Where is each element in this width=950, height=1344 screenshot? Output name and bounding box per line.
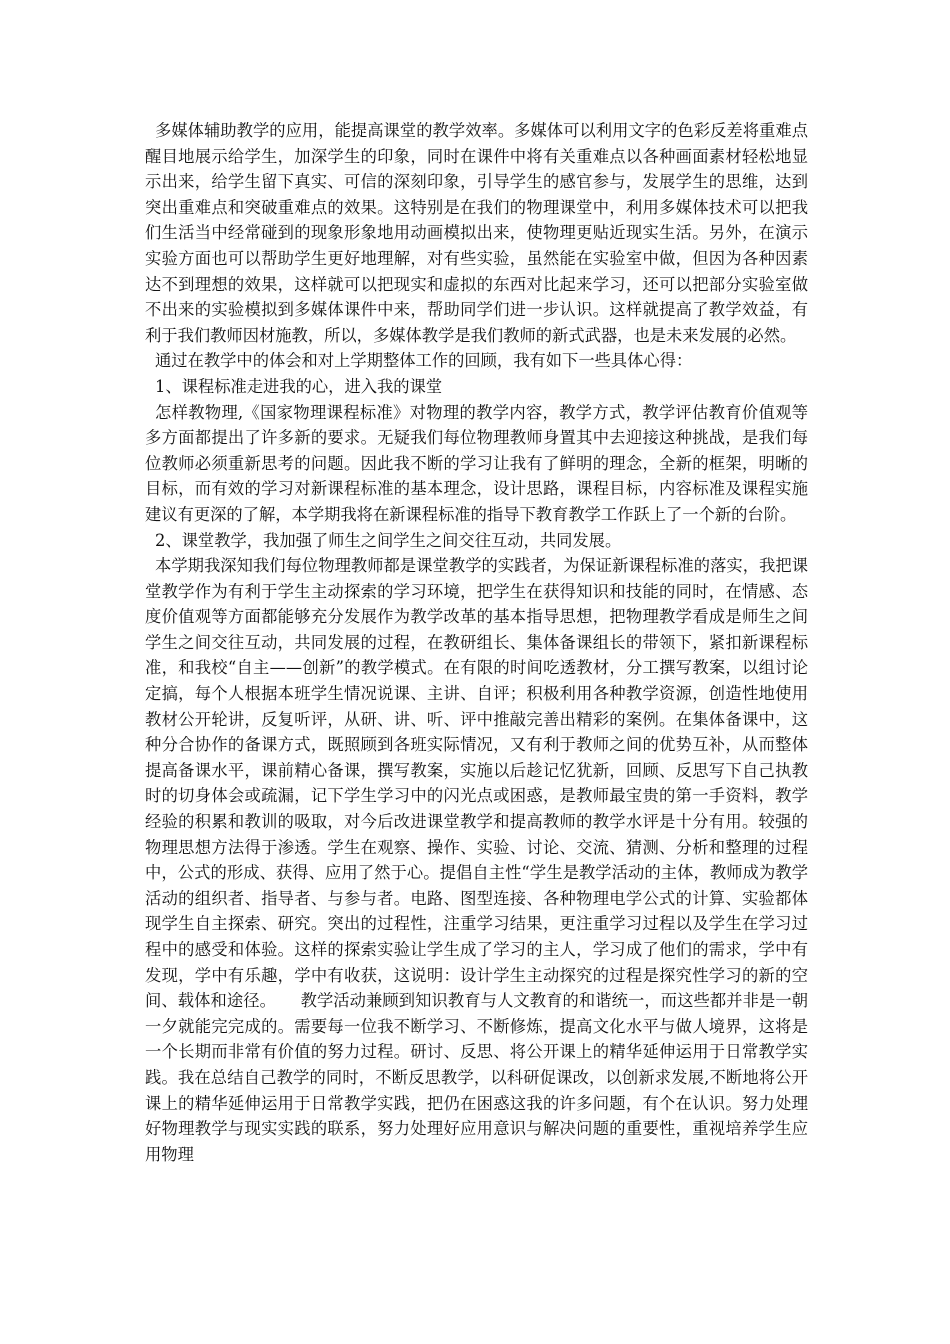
paragraph-experience-intro: 通过在教学中的体会和对上学期整体工作的回顾，我有如下一些具体心得： [155, 351, 693, 371]
paragraph-classroom-teaching: 本学期我深知我们每位物理教师都是课堂教学的实践者，为保证新课程标准的落实，我把课堂教学作为有利于学生主动探索的学习环境，把学生在获得知识和技能的同时，在情感、态度价值观等方面都能够充分发展作为教学改革的基本指导思想，把物理教学看成是师生之间学生之间交往互动，共同发展的过程，在教研组长、集体备课组长的带领下，紧扣新课程标准，和我校“自主——创新”的教学模式。在有限的时间吃透教材，分工撰写教案，以组讨论定搞，每个人根据本班学生情况说课、主讲、自评；积极利用各种教学资源，创造性地使用教材公开轮讲，反复听评，从研、讲、听、评中推敲完善出精彩的案例。在集体备课中，这种分合协作的备课方式，既照顾到各班实际情况，又有利于教师之间的优势互补，从而整体提高备课水平，课前精心备课，撰写教案，实施以后趁记忆犹新，回顾、反思写下自己执教时的切身体会或疏漏，记下学生学习中的闪光点或困惑，是教师最宝贵的第一手资料，教学经验的积累和教训的吸取，对今后改进课堂教学和提高教师的教学水评是十分有用。较强的物理思想方法得于渗透。学生在观察、操作、实验、讨论、交流、猜测、分析和整理的过程中，公式的形成、获得、应用了然于心。提倡自主性“学生是教学活动的主体，教师成为教学活动的组织者、指导者、与参与者。电路、图型连接、各种物理电学公式的计算、实验都体现学生自主探索、研究。突出的过程性，注重学习结果，更注重学习过程以及学生在学习过程中的感受和体验。这样的探索实验让学生成了学习的主人，学习成了他们的需求，学中有发现，学中有乐趣，学中有收获，这说明：设计学生主动探究的过程是探究性学习的新的空间、载体和途径。 教学活动兼顾到知识教育与人文教育的和谐统一，而这些都并非是一朝一夕就能完完成的。需要每一位我不断学习、不断修炼，提高文化水平与做人境界，这将是一个长期而非常有价值的努力过程。研讨、反思、将公开课上的精华延伸运用于日常教学实践。我在总结自己教学的同时，不断反思教学，以科研促课改，以创新求发展,不断地将公开课上的精华延伸运用于日常教学实践，把仍在困惑这我的许多问题，有个在认识。努力处理好物理教学与现实实践的联系，努力处理好应用意识与解决问题的重要性，重视培养学生应用物理 [145, 556, 808, 1164]
paragraph-multimedia: 多媒体辅助教学的应用，能提高课堂的教学效率。多媒体可以利用文字的色彩反差将重难点醒目地展示给学生，加深学生的印象，同时在课件中将有关重难点以各种画面素材轻松地显示出来，给学生留下真实、可信的深刻印象，引导学生的感官参与，发展学生的思维，达到突出重难点和突破重难点的效果。这特别是在我们的物理课堂中，利用多媒体技术可以把我们生活当中经常碰到的现象形象地用动画模拟出来，使物理更贴近现实生活。另外，在演示实验方面也可以帮助学生更好地理解，对有些实验，虽然能在实验室中做，但因为各种因素达不到理想的效果，这样就可以把现实和虚拟的东西对比起来学习，还可以把部分实验室做不出来的实验模拟到多媒体课件中来，帮助同学们进一步认识。这样就提高了教学效益，有利于我们教师因材施教，所以，多媒体教学是我们教师的新式武器，也是未来发展的必然。 [145, 121, 808, 345]
document-body [145, 118, 808, 1167]
heading-curriculum-standard: 1、课程标准走进我的心，进入我的课堂 [155, 376, 443, 396]
heading-classroom-teaching: 2、课堂教学，我加强了师生之间学生之间交往互动，共同发展。 [155, 530, 622, 550]
paragraph-curriculum-standard: 怎样教物理,《国家物理课程标准》对物理的教学内容，教学方式，教学评估教育价值观等多方面都提出了许多新的要求。无疑我们每位物理教师身置其中去迎接这种挑战，是我们每位教师必须重新思考的问题。因此我不断的学习让我有了鲜明的理念，全新的框架，明晰的目标，而有效的学习对新课程标准的基本理念，设计思路，课程目标，内容标准及课程实施建议有更深的了解，本学期我将在新课程标准的指导下教育教学工作跃上了一个新的台阶。 [145, 402, 808, 524]
